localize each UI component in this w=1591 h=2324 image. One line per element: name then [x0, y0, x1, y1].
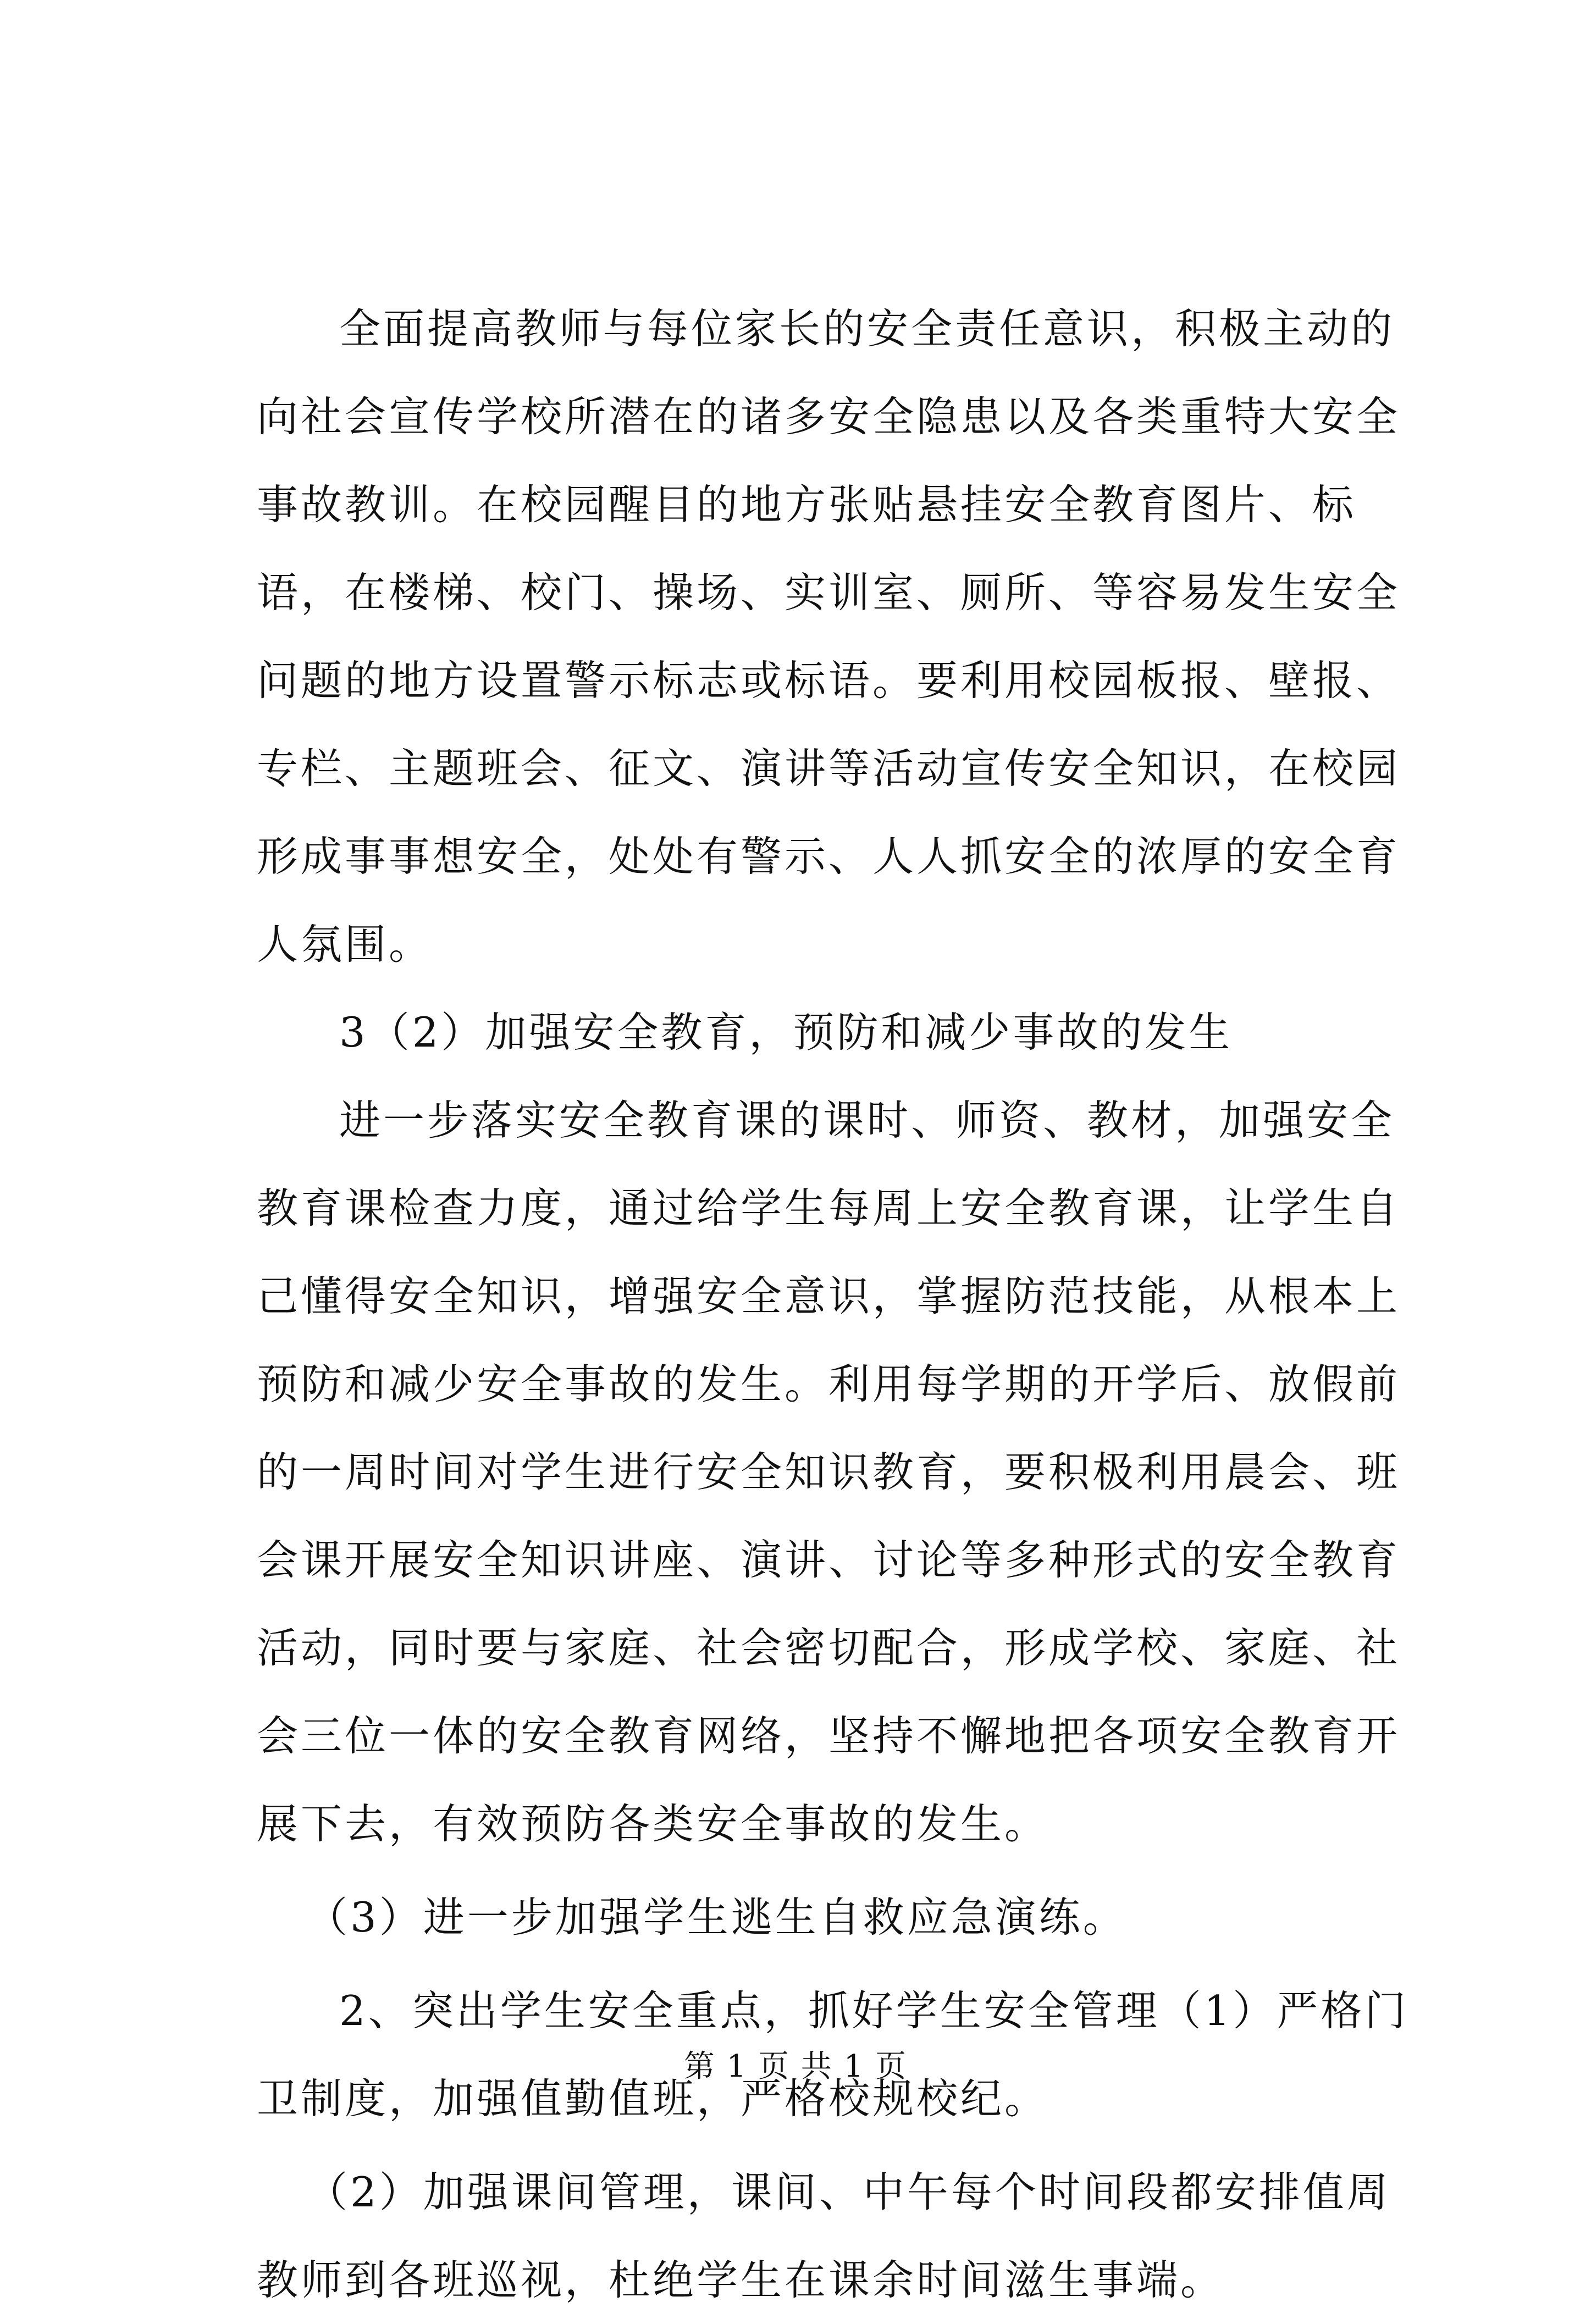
paragraph-break-time-management: （2）加强课间管理，课间、中午每个时间段都安排值周教师到各班巡视，杜绝学生在课余时间滋生事端。: [257, 2168, 1391, 2304]
paragraph-safety-awareness: 全面提高教师与每位家长的安全责任意识，积极主动的向社会宣传学校所潜在的诸多安全隐患以及各类重特大安全事故教训。在校园醒目的地方张贴悬挂安全教育图片、标语，在楼梯、校门、操场、实训室、厕所、等容易发生安全问题的地方设置警示标志或标语。要利用校园板报、壁报、专栏、主题班会、征文、演讲等活动宣传安全知识，在校园形成事事想安全，处处有警示、人人抓安全的浓厚的安全育人氛围。: [257, 305, 1401, 969]
paragraph-safety-education-courses: 进一步落实安全教育课的课时、师资、教材，加强安全教育课检查力度，通过给学生每周上安全教育课，让学生自己懂得安全知识，增强安全意识，掌握防范技能，从根本上预防和减少安全事故的发生。利用每学期的开学后、放假前的一周时间对学生进行安全知识教育，要积极利用晨会、班会课开展安全知识讲座、演讲、讨论等多种形式的安全教育活动，同时要与家庭、社会密切配合，形成学校、家庭、社会三位一体的安全教育网络，坚持不懈地把各项安全教育开展下去，有效预防各类安全事故的发生。: [257, 1096, 1401, 1848]
heading-escape-drill: （3）进一步加强学生逃生自救应急演练。: [306, 1893, 1127, 1941]
document-body: [257, 285, 1417, 2324]
page-number-footer: 第 1 页 共 1 页: [683, 2049, 908, 2084]
paragraph-student-safety-management: 2、突出学生安全重点，抓好学生安全管理（1）严格门卫制度，加强值勤值班，严格校规校纪。: [257, 1987, 1409, 2123]
heading-strengthen-safety-education: 3（2）加强安全教育，预防和减少事故的发生: [339, 1008, 1233, 1056]
